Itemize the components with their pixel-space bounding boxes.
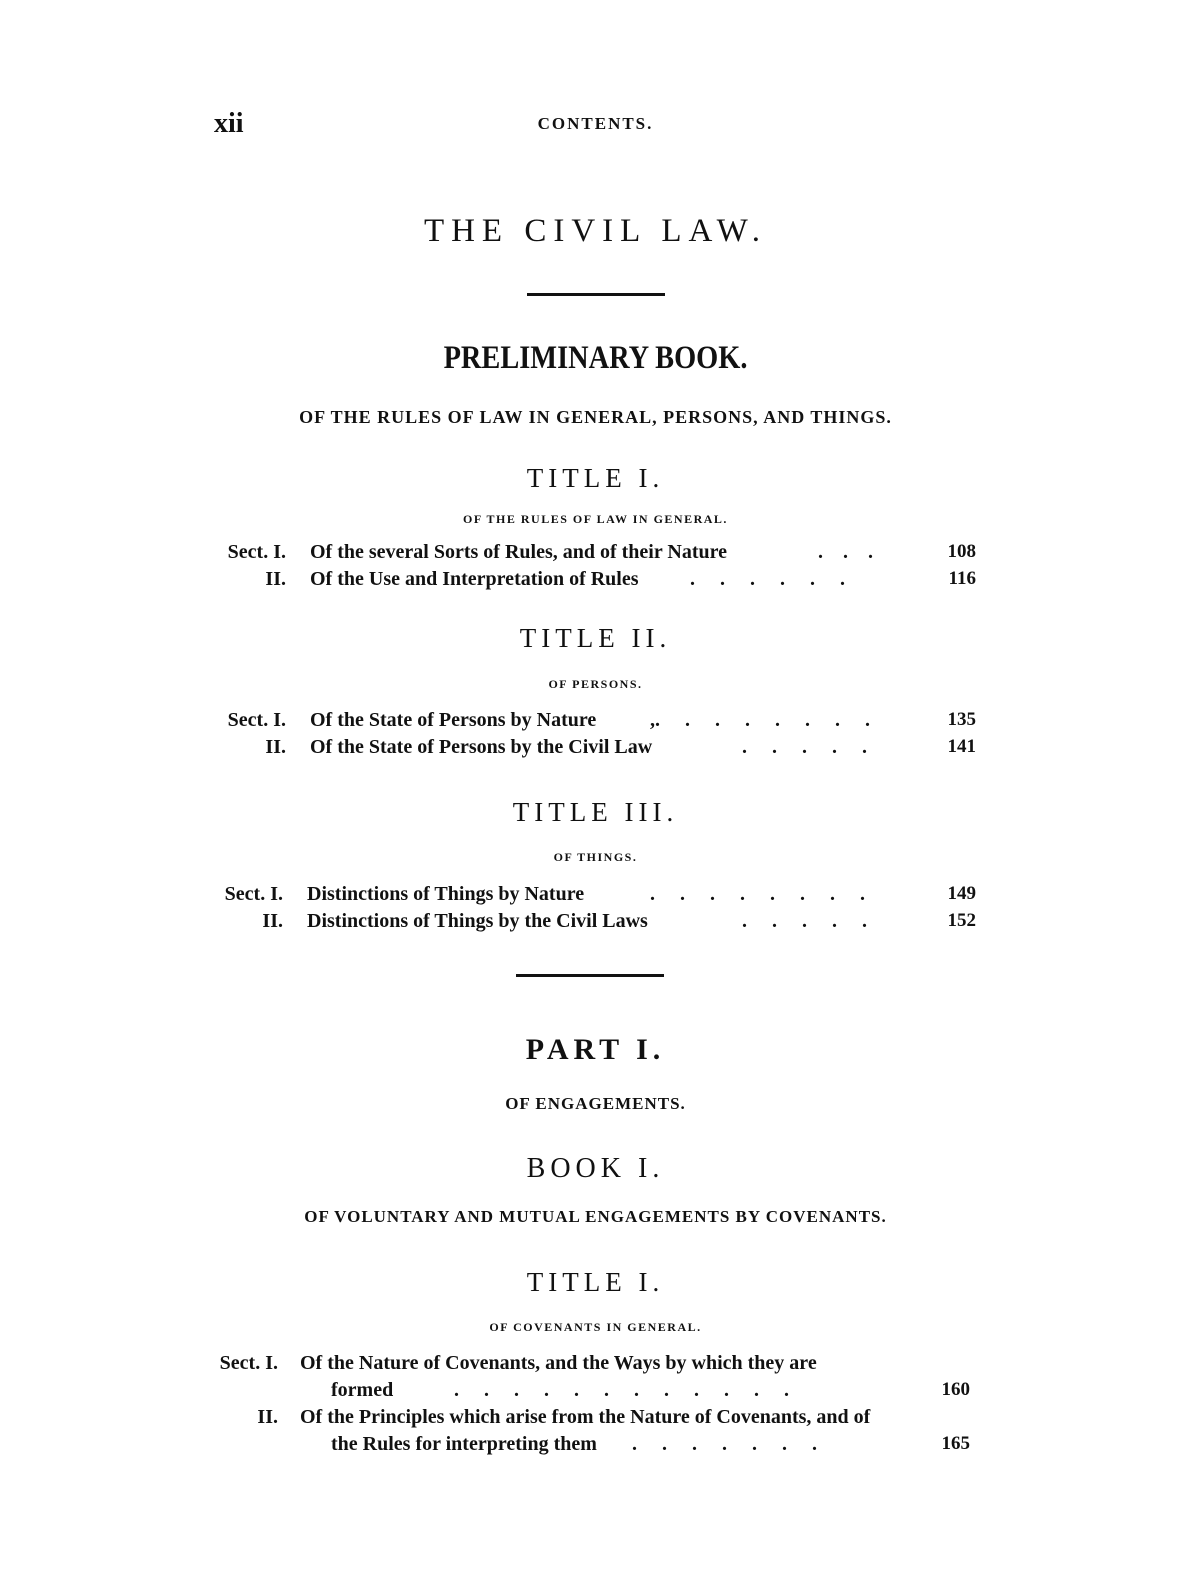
preliminary-book-heading: PRELIMINARY BOOK.	[443, 340, 748, 376]
title-heading: TITLE I.	[526, 463, 665, 493]
leader-dots: . . . . .	[742, 736, 867, 758]
leader-dots: . . .	[818, 541, 873, 563]
divider-rule	[516, 974, 664, 977]
leader-dots: . . . . . .	[690, 568, 845, 590]
section-title-line2: the Rules for interpreting them	[331, 1433, 597, 1455]
page-folio: xii	[214, 108, 244, 139]
page-number: 152	[947, 910, 976, 931]
title-subject: OF PERSONS.	[548, 677, 643, 691]
section-title: Of the State of Persons by Nature	[310, 709, 597, 731]
page-number: 135	[947, 709, 976, 730]
page-number: 149	[947, 883, 976, 904]
contents-page: xii CONTENTS. THE CIVIL LAW. PRELIMINARY BOOK. OF THE RULES OF LAW IN GENERAL, PERSONS, AND THINGS. TITLE I. OF THE RULES OF LAW IN GENERAL. Sect. I. Of the several Sorts of Rules, and of their Nature . . . 108 II. Of the Use and Interpretation of Rules . . . . . . 116 TITLE II. OF PERSONS. Sect. I. Of the State of Persons by Nature ,. . . . . . . . 135 II. Of the State of Persons by the Civil Law . . . . . 141 TITLE III. OF THINGS. Sect. I. Distinctions of Things by Nature . . . . . . . . 149 II. Distinctions of Things by the Civil Laws . . . . . 152 PART I. OF ENGAGEMENTS. BOOK I. OF VOLUNTARY AND MUTUAL ENGAGEMENTS BY COVENANTS. TITLE I. OF COVENANTS IN GENERAL. Sect. I. Of the Nature of Covenants, and the Ways by which they are formed . . . . . . . . . . . . 160 II. Of the Principles which arise from the Nature of Covenants, and of the Rules for interpreting them . . . . . . . 165	[0, 0, 1191, 1588]
leader-dots: . . . . .	[742, 910, 867, 932]
running-title: CONTENTS.	[537, 114, 654, 133]
title-subject: OF COVENANTS IN GENERAL.	[489, 1320, 702, 1334]
section-title-line1: Of the Principles which arise from the Nature of Covenants, and of	[300, 1406, 871, 1428]
title-heading: TITLE II.	[519, 623, 672, 653]
section-title: Distinctions of Things by the Civil Laws	[307, 910, 648, 932]
section-title-line2: formed	[331, 1379, 394, 1401]
leader-dots: . . . . . . . . . . . .	[454, 1379, 789, 1401]
section-title: Of the Use and Interpretation of Rules	[310, 568, 639, 590]
section-title: Of the State of Persons by the Civil Law	[310, 736, 653, 758]
divider-rule	[527, 293, 665, 296]
leader-dots: ,. . . . . . . .	[650, 709, 870, 731]
title-subject: OF THE RULES OF LAW IN GENERAL.	[463, 512, 728, 526]
page-number: 160	[941, 1379, 970, 1400]
title-subject: OF THINGS.	[553, 850, 638, 864]
page-number: 108	[947, 541, 976, 562]
title-heading: TITLE III.	[512, 797, 679, 827]
page-number: 116	[948, 568, 976, 589]
section-title-line1: Of the Nature of Covenants, and the Ways by which they are	[300, 1352, 817, 1374]
main-title: THE CIVIL LAW.	[423, 213, 768, 249]
book-heading: BOOK I.	[526, 1153, 665, 1184]
leader-dots: . . . . . . . .	[650, 883, 865, 905]
title-heading: TITLE I.	[526, 1267, 665, 1297]
section-title: Of the several Sorts of Rules, and of their Nature	[310, 541, 727, 563]
page-number: 165	[941, 1433, 970, 1454]
page-number: 141	[947, 736, 976, 757]
preliminary-book-subheading: OF THE RULES OF LAW IN GENERAL, PERSONS, AND THINGS.	[299, 407, 892, 427]
part-subheading: OF ENGAGEMENTS.	[505, 1094, 686, 1113]
section-title: Distinctions of Things by Nature	[307, 883, 585, 905]
part-heading: PART I.	[525, 1033, 666, 1066]
book-subheading: OF VOLUNTARY AND MUTUAL ENGAGEMENTS BY COVENANTS.	[304, 1207, 887, 1226]
leader-dots: . . . . . . .	[632, 1433, 817, 1455]
